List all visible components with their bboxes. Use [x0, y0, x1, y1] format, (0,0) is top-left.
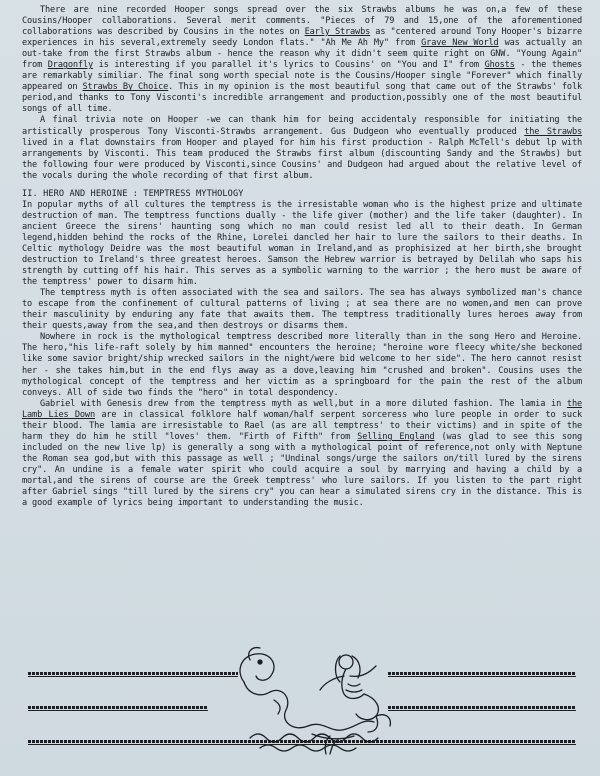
underlined-title: the Strawbs: [524, 126, 582, 137]
underlined-title: Strawbs By Choice: [82, 82, 169, 93]
mermaid-and-sea-serpent-illustration-icon: [230, 642, 400, 760]
divider-rule-left-2: [28, 706, 208, 711]
text-run: lived in a flat downstairs from Hooper and played for him his first production - Ralph McTell's debut lp with arrangements by Visconti. This team produced the Strawbs first album (discounting Sandy and the Strawbs) but the following four were produced by Visconti,since Cousins' and Dudgeon had argued about the relative level of the vocals during the whole recording of that first album.: [22, 137, 582, 181]
text-run: In popular myths of all cultures the temptress is the irresistable woman who is the highest prize and ultimate destruction of man. The temptress functions dually - the life giver (mother) and the life taker (daughter). In ancient Greece the sirens' haunting song which no man could resist led all to their death. In German legend,hidden behind the rocks of the Rhine, Lorelei dancled her hair to lure the sailors to their deaths. In Celtic mythology Deidre was the most beautiful woman in Ireland,and as prophisized at her birth,she brought destruction to Ireland's three greatest heroes. Samson the Hebrew warrior is betrayed by Delilah who saps his strength by cutting off his hair. This serves as a symbolic warning to the warrior ; the hero must be aware of the temptress' power to disarm him.: [22, 199, 582, 288]
text-run: (was glad to see this song included on the new live lp) is generally a song with a mythological point of reference,not only with Neptune the Roman sea god,but with this passage as well ; "Undinal songs/urge the sailors on/till lured by the sirens cry". An undine is a female water spirit who could acquire a soul by marrying and having a child by a mortal,and the sirens of course are the Greek temptress' who lure sailors. If you listen to the part right after Gabriel sings "till lured by the sirens cry" you can hear a simulated sirens cry in the distance. This is a good example of lyrics being important to understanding the music.: [22, 431, 583, 509]
text-run: - the themes are remarkably similiar. The final song worth special note is the Cousins/Hooper single "Forever" which finally appeared on: [22, 60, 582, 93]
underlined-title: Grave New World: [421, 38, 499, 49]
text-run: was actually an out-take from the first Strawbs album - hence the reason why it didn't seem quite right on GNW. "Young Again" from: [22, 38, 583, 71]
text-run: Gabriel with Genesis drew from the temptress myth as well,but in a more diluted fashion. The lamia in: [40, 398, 567, 409]
section-paragraph-4: [22, 399, 582, 509]
section-paragraph-3: [22, 332, 582, 398]
text-run: . This in my opinion is the most beautiful song that came out of the Strawbs' folk period,and thanks to Tony Visconti's incredible arrangement and production,possibly one of the most beautiful songs of all time.: [22, 82, 582, 115]
underlined-title: the Lamb Lies Down: [22, 398, 582, 420]
text-run: is interesting if you parallel it's lyrics to Cousins' on "You and I" from: [93, 60, 485, 71]
intro-paragraph-1: [22, 5, 582, 115]
underlined-title: Selling England: [357, 431, 435, 442]
divider-rule-right-1: [388, 672, 576, 677]
intro-paragraph-2: [22, 115, 582, 181]
underlined-title: Ghosts: [484, 60, 515, 71]
divider-rule-right-2: [388, 706, 576, 711]
text-run: A final trivia note on Hooper -we can thank him for being accidentaly responsible for initiating the artistically prosperous Tony Visconti-Strawbs arrangement. Gus Dudgeon who eventually produced: [22, 115, 582, 137]
text-run: The temptress myth is often associated with the sea and sailors. The sea has always symbolized man's chance to escape from the confinement of cultural patterns of living ; at sea there are no women,and men can prove their masculinity by enduring any fate that awaits them. The temptress traditionally lures heroes away from their quests,away from the sea,and then destroys or disarms them.: [22, 288, 582, 332]
text-run: are in classical folklore half woman/half serpent sorceress who lure people in order to suck their blood. The lamia are irresistable to Rael (as are all temptress' to their victims) and in spite of the harm they do him he still "loves' them. "Firth of Fifth" from: [22, 409, 582, 442]
section-heading: II. HERO AND HEROINE : TEMPTRESS MYTHOLOGY: [22, 188, 244, 199]
text-run: Nowhere in rock is the mythological temptress described more literally than in the song Hero and Heroine. The hero,"his life-raft solely by him manned" encounters the heroine; "heroine wore fleecy white/she beckoned like some savior bright/ship wrecked sailors in the night/were bid welcome to her side". The hero cannot resist her - she takes him,but in the end flys away as a dove,leaving him "crushed and broken". Cousins uses the mythological concept of the temptress and her victim as a springboard for the pain the rest of the album conveys. All of side two finds the "hero" in total despondency.: [22, 332, 582, 398]
text-run: as "centered around Tony Hooper's bizarre experiences in his several,extremely seedy London flats." "Ah Me Ah My" from: [22, 27, 583, 49]
section-paragraph-2: [22, 288, 582, 332]
text-run: There are nine recorded Hooper songs spread over the six Strawbs albums he was on,a few of these Cousins/Hooper collaborations. Several merit comments. "Pieces of 79 and 15,one of the aforementioned collaborations was described by Cousins in the notes on: [22, 5, 582, 38]
article-body: [22, 5, 582, 509]
underlined-title: Dragonfly: [47, 60, 93, 71]
section-paragraph-1: [22, 200, 582, 288]
underlined-title: Early Strawbs: [304, 27, 371, 38]
divider-rule-left-1: [28, 672, 238, 677]
